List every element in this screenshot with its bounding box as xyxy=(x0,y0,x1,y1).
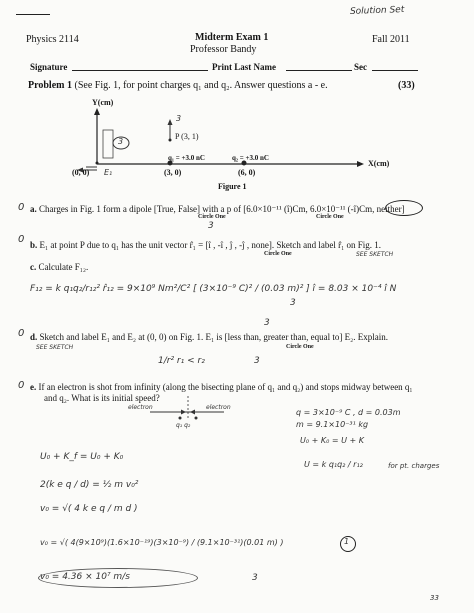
part-c-text: Calculate F₁₂. xyxy=(38,262,89,272)
part-e-given-1: q = 3×10⁻⁹ C , d = 0.03m xyxy=(296,408,401,417)
part-e-margin-mark: 0 xyxy=(18,380,25,391)
part-b-margin-mark: 0 xyxy=(18,234,25,245)
part-a-circle-one-2: Circle One xyxy=(316,214,344,220)
part-e-work-1: U₀ + K_f = U₀ + K₀ xyxy=(40,452,124,462)
part-d-circle-one: Circle One xyxy=(286,344,314,350)
part-e-letter: e. xyxy=(30,382,37,392)
part-e-text-1: If an electron is shot from infinity (along the bisecting plane of q₁ and q₂) and stops midway between q₁ xyxy=(38,382,413,392)
exam-title: Midterm Exam 1 xyxy=(195,32,269,43)
course-label: Physics 2114 xyxy=(26,34,79,45)
corner-note: Solution Set xyxy=(349,5,405,17)
part-b-letter: b. xyxy=(30,240,38,250)
origin-label: (0, 0) xyxy=(72,168,90,177)
part-e-given-2: m = 9.1×10⁻³¹ kg xyxy=(296,420,369,429)
part-a-circle-one-1: Circle One xyxy=(198,214,226,220)
part-d-letter: d. xyxy=(30,332,38,342)
q2-label: q₂ = +3.0 nC xyxy=(232,154,269,162)
problem1-title: Problem 1 xyxy=(28,80,72,91)
part-e-work-4: v₀ = √( 4(9×10⁹)(1.6×10⁻¹⁹)(3×10⁻⁹) / (9.1×10⁻³¹)(0.01 m) ) xyxy=(40,538,284,547)
handwritten-3-top: 3 xyxy=(176,114,182,123)
problem1-points: (33) xyxy=(398,80,415,91)
part-d-explain: 1/r² r₁ < r₂ xyxy=(158,356,205,366)
part-e-pot-note-2: for pt. charges xyxy=(388,462,440,470)
part-e-pot-note: U = k q₁q₂ / r₁₂ xyxy=(304,460,363,469)
part-d-score2: 3 xyxy=(254,356,260,366)
part-d-see-sketch: SEE SKETCH xyxy=(36,344,74,351)
part-a-margin-mark: 0 xyxy=(18,202,25,213)
part-b-text: E₁ at point P due to q₁ has the unit vector r̂₁ = [î , -î , ĵ , -ĵ , none]. Sketch and label r̂₁ on Fig. 1. xyxy=(39,240,381,250)
part-e-sketch-under: q₁ q₂ xyxy=(176,422,191,429)
term-label: Fall 2011 xyxy=(372,34,410,45)
part-d-score: 3 xyxy=(264,318,270,328)
sec-label: Sec xyxy=(354,62,367,72)
point-p-label: P (3, 1) xyxy=(175,132,199,141)
print-name-label: Print Last Name xyxy=(212,62,276,72)
part-c-work: F₁₂ = k q₁q₂/r₁₂² r̂₁₂ = 9×10⁹ Nm²/C² [ (3×10⁻⁹ C)² / (0.03 m)² ] î = 8.03 × 10⁻⁴ î N xyxy=(30,284,397,294)
part-e-answer: v₀ = 4.36 × 10⁷ m/s xyxy=(40,572,130,582)
part-e-text-2: and q₂. What is its initial speed? xyxy=(44,393,160,403)
part-e-work-3: v₀ = √( 4 k e q / m d ) xyxy=(40,504,138,514)
figure-caption: Figure 1 xyxy=(218,182,247,191)
part-e-energy-eq: U₀ + K₀ = U + K xyxy=(300,436,364,445)
part-e-sketch-left: electron xyxy=(128,404,153,411)
part-e-circled-number: 1 xyxy=(344,537,350,546)
part-e-answer-box xyxy=(38,568,198,588)
signature-label: Signature xyxy=(30,62,68,72)
part-c-score: 3 xyxy=(290,298,296,308)
professor-label: Professor Bandy xyxy=(190,44,257,55)
y-axis-label: Y(cm) xyxy=(92,98,114,107)
q2-coordinate: (6, 0) xyxy=(238,168,256,177)
part-d-text: Sketch and label E₁ and E₂ at (0, 0) on Fig. 1. E₁ is [less than, greater than, equal to] E₂. Explain. xyxy=(39,332,388,342)
part-e-score: 3 xyxy=(252,573,258,583)
q1-label: q₁ = +3.0 nC xyxy=(168,154,205,162)
problem1-intro: (See Fig. 1, for point charges q₁ and q₂. Answer questions a - e. xyxy=(74,80,328,91)
part-a-letter: a. xyxy=(30,204,37,214)
part-c-letter: c. xyxy=(30,262,37,272)
part-a-text: Charges in Fig. 1 form a dipole [True, False] with a p of [6.0×10⁻¹¹ (î)Cm, 6.0×10⁻¹¹ (-î)Cm, neither] xyxy=(39,204,405,214)
part-a-score: 3 xyxy=(208,221,214,231)
part-e-work-2: 2(k e q / d) = ½ m v₀² xyxy=(40,480,139,490)
part-b-see-sketch: SEE SKETCH xyxy=(356,251,394,258)
handwritten-3-circled: 3 xyxy=(118,137,124,146)
q1-coordinate: (3, 0) xyxy=(164,168,182,177)
part-e-sketch-right: electron xyxy=(206,404,231,411)
corner-score: 33 xyxy=(430,594,439,602)
e1-label: E₁ xyxy=(104,168,113,177)
x-axis-label: X(cm) xyxy=(368,159,390,168)
part-d-margin-mark: 0 xyxy=(18,328,25,339)
part-b-circle-one: Circle One xyxy=(264,251,292,257)
